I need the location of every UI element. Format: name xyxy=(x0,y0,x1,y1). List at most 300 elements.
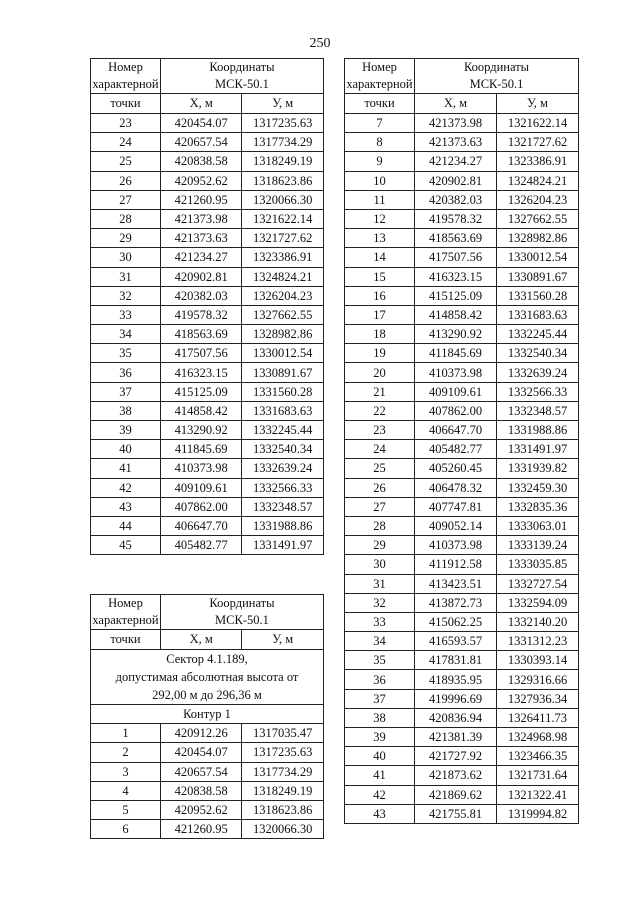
table-row xyxy=(345,171,579,190)
point-number-cell: 20 xyxy=(345,363,415,382)
table-row xyxy=(91,781,324,800)
y-coordinate-cell: 1333063.01 xyxy=(497,516,579,535)
point-number-cell: 9 xyxy=(345,152,415,171)
point-number-cell: 26 xyxy=(91,171,161,190)
y-coordinate-cell: 1326411.73 xyxy=(497,708,579,727)
table-row xyxy=(345,728,579,747)
x-coordinate-cell: 411912.58 xyxy=(415,555,497,574)
point-number-cell: 21 xyxy=(345,382,415,401)
table-row xyxy=(345,401,579,420)
x-coordinate-cell: 421755.81 xyxy=(415,804,497,823)
y-coordinate-cell: 1332348.57 xyxy=(497,401,579,420)
table-row xyxy=(345,497,579,516)
y-coordinate-cell: 1321727.62 xyxy=(497,133,579,152)
x-coordinate-cell: 415125.09 xyxy=(415,286,497,305)
table-row xyxy=(91,401,324,420)
point-number-cell: 39 xyxy=(91,421,161,440)
y-coordinate-cell: 1331491.97 xyxy=(497,440,579,459)
y-coordinate-cell: 1330891.67 xyxy=(242,363,324,382)
y-coordinate-cell: 1323466.35 xyxy=(497,747,579,766)
table-row xyxy=(91,133,324,152)
point-number-cell: 17 xyxy=(345,305,415,324)
x-coordinate-cell: 421727.92 xyxy=(415,747,497,766)
point-number-cell: 34 xyxy=(345,632,415,651)
header-number-line2: характерной xyxy=(346,77,413,91)
sector-line3: 292,00 м до 296,36 м xyxy=(152,688,262,702)
x-coordinate-cell: 418563.69 xyxy=(160,325,241,344)
table-body xyxy=(91,114,324,555)
y-coordinate-cell: 1321622.14 xyxy=(242,209,324,228)
table-row xyxy=(345,267,579,286)
table-row xyxy=(345,766,579,785)
x-coordinate-cell: 406647.70 xyxy=(160,516,241,535)
point-number-cell: 15 xyxy=(345,267,415,286)
y-coordinate-cell: 1333139.24 xyxy=(497,536,579,555)
header-point-number xyxy=(91,595,161,630)
x-coordinate-cell: 421260.95 xyxy=(160,820,241,839)
x-coordinate-cell: 409052.14 xyxy=(415,516,497,535)
table-body xyxy=(345,114,579,824)
point-number-cell: 45 xyxy=(91,536,161,555)
x-coordinate-cell: 418935.95 xyxy=(415,670,497,689)
point-number-cell: 11 xyxy=(345,190,415,209)
header-x: X, м xyxy=(160,94,241,114)
table-row xyxy=(345,689,579,708)
x-coordinate-cell: 420902.81 xyxy=(160,267,241,286)
header-coordinates xyxy=(160,595,323,630)
table-row xyxy=(345,382,579,401)
point-number-cell: 25 xyxy=(345,459,415,478)
point-number-cell: 14 xyxy=(345,248,415,267)
table-row xyxy=(345,612,579,631)
point-number-cell: 1 xyxy=(91,724,161,743)
y-coordinate-cell: 1318249.19 xyxy=(242,781,324,800)
x-coordinate-cell: 419578.32 xyxy=(415,209,497,228)
table-row xyxy=(91,286,324,305)
table-row xyxy=(91,190,324,209)
x-coordinate-cell: 405482.77 xyxy=(160,536,241,555)
table-row xyxy=(91,762,324,781)
x-coordinate-cell: 420912.26 xyxy=(160,724,241,743)
y-coordinate-cell: 1317734.29 xyxy=(242,133,324,152)
x-coordinate-cell: 409109.61 xyxy=(160,478,241,497)
table-row xyxy=(345,209,579,228)
y-coordinate-cell: 1331939.82 xyxy=(497,459,579,478)
point-number-cell: 32 xyxy=(91,286,161,305)
table-row xyxy=(91,267,324,286)
x-coordinate-cell: 420836.94 xyxy=(415,708,497,727)
x-coordinate-cell: 421234.27 xyxy=(415,152,497,171)
point-number-cell: 28 xyxy=(91,209,161,228)
x-coordinate-cell: 413872.73 xyxy=(415,593,497,612)
x-coordinate-cell: 411845.69 xyxy=(415,344,497,363)
x-coordinate-cell: 420382.03 xyxy=(415,190,497,209)
header-coordinates-line1: Координаты xyxy=(209,60,275,74)
header-coordinates-line2: МСК-50.1 xyxy=(469,77,524,91)
y-coordinate-cell: 1332245.44 xyxy=(497,325,579,344)
y-coordinate-cell: 1331988.86 xyxy=(497,421,579,440)
header-coordinates-line2: МСК-50.1 xyxy=(215,613,269,627)
x-coordinate-cell: 421869.62 xyxy=(415,785,497,804)
y-coordinate-cell: 1332348.57 xyxy=(242,497,324,516)
point-number-cell: 4 xyxy=(91,781,161,800)
header-coordinates xyxy=(415,59,579,94)
table-body xyxy=(91,724,324,839)
header-coordinates-line1: Координаты xyxy=(209,596,275,610)
x-coordinate-cell: 410373.98 xyxy=(415,536,497,555)
point-number-cell: 18 xyxy=(345,325,415,344)
table-row xyxy=(345,133,579,152)
header-number-line1: Номер xyxy=(108,60,143,74)
header-point-number xyxy=(345,59,415,94)
point-number-cell: 27 xyxy=(345,497,415,516)
x-coordinate-cell: 411845.69 xyxy=(160,440,241,459)
point-number-cell: 42 xyxy=(91,478,161,497)
table-row xyxy=(345,152,579,171)
header-number-line1: Номер xyxy=(108,596,143,610)
sector-line1: Сектор 4.1.189, xyxy=(166,652,248,666)
x-coordinate-cell: 420952.62 xyxy=(160,800,241,819)
header-coordinates-line1: Координаты xyxy=(463,60,530,74)
y-coordinate-cell: 1331491.97 xyxy=(242,536,324,555)
x-coordinate-cell: 407747.81 xyxy=(415,497,497,516)
x-coordinate-cell: 406478.32 xyxy=(415,478,497,497)
point-number-cell: 29 xyxy=(91,229,161,248)
y-coordinate-cell: 1332566.33 xyxy=(242,478,324,497)
y-coordinate-cell: 1327936.34 xyxy=(497,689,579,708)
coordinates-table-left-top xyxy=(90,58,324,555)
header-y: У, м xyxy=(242,630,324,650)
point-number-cell: 5 xyxy=(91,800,161,819)
table-row xyxy=(345,651,579,670)
y-coordinate-cell: 1332566.33 xyxy=(497,382,579,401)
table-row xyxy=(345,421,579,440)
table-row xyxy=(91,800,324,819)
x-coordinate-cell: 405482.77 xyxy=(415,440,497,459)
table-row xyxy=(345,114,579,133)
x-coordinate-cell: 421373.63 xyxy=(160,229,241,248)
point-number-cell: 37 xyxy=(345,689,415,708)
table-row xyxy=(91,325,324,344)
x-coordinate-cell: 413290.92 xyxy=(415,325,497,344)
table-row xyxy=(91,305,324,324)
table-row xyxy=(345,593,579,612)
point-number-cell: 6 xyxy=(91,820,161,839)
y-coordinate-cell: 1332594.09 xyxy=(497,593,579,612)
y-coordinate-cell: 1331560.28 xyxy=(497,286,579,305)
y-coordinate-cell: 1318249.19 xyxy=(242,152,324,171)
x-coordinate-cell: 420657.54 xyxy=(160,133,241,152)
y-coordinate-cell: 1320066.30 xyxy=(242,820,324,839)
table-row xyxy=(91,114,324,133)
y-coordinate-cell: 1321622.14 xyxy=(497,114,579,133)
point-number-cell: 25 xyxy=(91,152,161,171)
point-number-cell: 22 xyxy=(345,401,415,420)
y-coordinate-cell: 1324824.21 xyxy=(242,267,324,286)
x-coordinate-cell: 420902.81 xyxy=(415,171,497,190)
y-coordinate-cell: 1331312.23 xyxy=(497,632,579,651)
table-row xyxy=(345,785,579,804)
y-coordinate-cell: 1321727.62 xyxy=(242,229,324,248)
y-coordinate-cell: 1331560.28 xyxy=(242,382,324,401)
table-row xyxy=(345,555,579,574)
coordinates-table-right xyxy=(344,58,579,824)
x-coordinate-cell: 420454.07 xyxy=(160,743,241,762)
point-number-cell: 32 xyxy=(345,593,415,612)
header-number-line3: точки xyxy=(345,94,415,114)
table-row xyxy=(345,229,579,248)
header-number-line1: Номер xyxy=(362,60,397,74)
x-coordinate-cell: 421373.98 xyxy=(415,114,497,133)
y-coordinate-cell: 1331988.86 xyxy=(242,516,324,535)
y-coordinate-cell: 1326204.23 xyxy=(242,286,324,305)
table-row xyxy=(345,363,579,382)
table-row xyxy=(91,724,324,743)
x-coordinate-cell: 413290.92 xyxy=(160,421,241,440)
point-number-cell: 36 xyxy=(345,670,415,689)
y-coordinate-cell: 1326204.23 xyxy=(497,190,579,209)
point-number-cell: 40 xyxy=(91,440,161,459)
y-coordinate-cell: 1317035.47 xyxy=(242,724,324,743)
page-number: 250 xyxy=(309,36,331,51)
point-number-cell: 36 xyxy=(91,363,161,382)
point-number-cell: 30 xyxy=(345,555,415,574)
point-number-cell: 29 xyxy=(345,536,415,555)
point-number-cell: 39 xyxy=(345,728,415,747)
point-number-cell: 12 xyxy=(345,209,415,228)
x-coordinate-cell: 421260.95 xyxy=(160,190,241,209)
table-row xyxy=(91,497,324,516)
y-coordinate-cell: 1330891.67 xyxy=(497,267,579,286)
point-number-cell: 24 xyxy=(91,133,161,152)
y-coordinate-cell: 1332639.24 xyxy=(242,459,324,478)
point-number-cell: 41 xyxy=(91,459,161,478)
y-coordinate-cell: 1319994.82 xyxy=(497,804,579,823)
table-row xyxy=(91,516,324,535)
x-coordinate-cell: 421381.39 xyxy=(415,728,497,747)
point-number-cell: 28 xyxy=(345,516,415,535)
y-coordinate-cell: 1317734.29 xyxy=(242,762,324,781)
sector-description xyxy=(91,650,324,705)
x-coordinate-cell: 420952.62 xyxy=(160,171,241,190)
table-row xyxy=(345,632,579,651)
x-coordinate-cell: 410373.98 xyxy=(415,363,497,382)
table-row xyxy=(345,536,579,555)
point-number-cell: 2 xyxy=(91,743,161,762)
y-coordinate-cell: 1317235.63 xyxy=(242,114,324,133)
table-row xyxy=(91,459,324,478)
table-row xyxy=(345,248,579,267)
x-coordinate-cell: 407862.00 xyxy=(415,401,497,420)
table-row xyxy=(345,344,579,363)
y-coordinate-cell: 1330012.54 xyxy=(242,344,324,363)
table-row xyxy=(345,574,579,593)
point-number-cell: 42 xyxy=(345,785,415,804)
point-number-cell: 13 xyxy=(345,229,415,248)
x-coordinate-cell: 419996.69 xyxy=(415,689,497,708)
y-coordinate-cell: 1328982.86 xyxy=(497,229,579,248)
point-number-cell: 40 xyxy=(345,747,415,766)
y-coordinate-cell: 1318623.86 xyxy=(242,800,324,819)
sector-line2: допустимая абсолютная высота от xyxy=(115,670,299,684)
header-coordinates xyxy=(160,59,323,94)
point-number-cell: 44 xyxy=(91,516,161,535)
y-coordinate-cell: 1330012.54 xyxy=(497,248,579,267)
x-coordinate-cell: 407862.00 xyxy=(160,497,241,516)
point-number-cell: 41 xyxy=(345,766,415,785)
point-number-cell: 19 xyxy=(345,344,415,363)
x-coordinate-cell: 420838.58 xyxy=(160,781,241,800)
x-coordinate-cell: 417507.56 xyxy=(160,344,241,363)
x-coordinate-cell: 410373.98 xyxy=(160,459,241,478)
y-coordinate-cell: 1327662.55 xyxy=(497,209,579,228)
point-number-cell: 30 xyxy=(91,248,161,267)
x-coordinate-cell: 415125.09 xyxy=(160,382,241,401)
y-coordinate-cell: 1333035.85 xyxy=(497,555,579,574)
point-number-cell: 24 xyxy=(345,440,415,459)
header-y: У, м xyxy=(497,94,579,114)
y-coordinate-cell: 1327662.55 xyxy=(242,305,324,324)
x-coordinate-cell: 421373.63 xyxy=(415,133,497,152)
y-coordinate-cell: 1332540.34 xyxy=(242,440,324,459)
x-coordinate-cell: 409109.61 xyxy=(415,382,497,401)
point-number-cell: 10 xyxy=(345,171,415,190)
table-row xyxy=(91,344,324,363)
x-coordinate-cell: 420382.03 xyxy=(160,286,241,305)
point-number-cell: 33 xyxy=(91,305,161,324)
point-number-cell: 31 xyxy=(91,267,161,286)
x-coordinate-cell: 419578.32 xyxy=(160,305,241,324)
point-number-cell: 27 xyxy=(91,190,161,209)
header-x: X, м xyxy=(415,94,497,114)
coordinates-table-left-bottom xyxy=(90,594,324,839)
x-coordinate-cell: 417831.81 xyxy=(415,651,497,670)
table-row xyxy=(345,670,579,689)
point-number-cell: 37 xyxy=(91,382,161,401)
point-number-cell: 23 xyxy=(345,421,415,440)
y-coordinate-cell: 1320066.30 xyxy=(242,190,324,209)
x-coordinate-cell: 420838.58 xyxy=(160,152,241,171)
table-row xyxy=(91,820,324,839)
header-number-line2: характерной xyxy=(92,613,159,627)
y-coordinate-cell: 1331683.63 xyxy=(497,305,579,324)
x-coordinate-cell: 416323.15 xyxy=(415,267,497,286)
y-coordinate-cell: 1328982.86 xyxy=(242,325,324,344)
x-coordinate-cell: 420454.07 xyxy=(160,114,241,133)
table-row xyxy=(91,152,324,171)
y-coordinate-cell: 1332245.44 xyxy=(242,421,324,440)
table-row xyxy=(91,421,324,440)
table-row xyxy=(91,209,324,228)
x-coordinate-cell: 414858.42 xyxy=(415,305,497,324)
x-coordinate-cell: 420657.54 xyxy=(160,762,241,781)
table-row xyxy=(345,708,579,727)
point-number-cell: 23 xyxy=(91,114,161,133)
y-coordinate-cell: 1332540.34 xyxy=(497,344,579,363)
point-number-cell: 31 xyxy=(345,574,415,593)
y-coordinate-cell: 1329316.66 xyxy=(497,670,579,689)
point-number-cell: 16 xyxy=(345,286,415,305)
table-row xyxy=(345,190,579,209)
y-coordinate-cell: 1317235.63 xyxy=(242,743,324,762)
table-row xyxy=(91,363,324,382)
x-coordinate-cell: 416593.57 xyxy=(415,632,497,651)
point-number-cell: 8 xyxy=(345,133,415,152)
table-row xyxy=(91,478,324,497)
point-number-cell: 26 xyxy=(345,478,415,497)
table-row xyxy=(91,248,324,267)
point-number-cell: 43 xyxy=(345,804,415,823)
x-coordinate-cell: 416323.15 xyxy=(160,363,241,382)
table-row xyxy=(91,382,324,401)
y-coordinate-cell: 1321322.41 xyxy=(497,785,579,804)
header-number-line3: точки xyxy=(91,630,161,650)
point-number-cell: 43 xyxy=(91,497,161,516)
header-number-line3: точки xyxy=(91,94,161,114)
x-coordinate-cell: 415062.25 xyxy=(415,612,497,631)
table-row xyxy=(345,440,579,459)
point-number-cell: 38 xyxy=(91,401,161,420)
header-point-number xyxy=(91,59,161,94)
y-coordinate-cell: 1331683.63 xyxy=(242,401,324,420)
table-row xyxy=(345,325,579,344)
table-row xyxy=(345,459,579,478)
table-row xyxy=(345,516,579,535)
x-coordinate-cell: 421373.98 xyxy=(160,209,241,228)
table-row xyxy=(345,747,579,766)
y-coordinate-cell: 1323386.91 xyxy=(242,248,324,267)
contour-label: Контур 1 xyxy=(91,705,324,724)
table-row xyxy=(91,440,324,459)
header-y: У, м xyxy=(242,94,324,114)
table-row xyxy=(345,478,579,497)
point-number-cell: 33 xyxy=(345,612,415,631)
header-x: X, м xyxy=(160,630,241,650)
x-coordinate-cell: 421234.27 xyxy=(160,248,241,267)
y-coordinate-cell: 1332835.36 xyxy=(497,497,579,516)
point-number-cell: 3 xyxy=(91,762,161,781)
table-row xyxy=(91,536,324,555)
y-coordinate-cell: 1321731.64 xyxy=(497,766,579,785)
x-coordinate-cell: 417507.56 xyxy=(415,248,497,267)
table-row xyxy=(91,229,324,248)
y-coordinate-cell: 1324824.21 xyxy=(497,171,579,190)
table-row xyxy=(345,804,579,823)
y-coordinate-cell: 1332727.54 xyxy=(497,574,579,593)
y-coordinate-cell: 1332639.24 xyxy=(497,363,579,382)
point-number-cell: 7 xyxy=(345,114,415,133)
x-coordinate-cell: 421873.62 xyxy=(415,766,497,785)
x-coordinate-cell: 414858.42 xyxy=(160,401,241,420)
point-number-cell: 35 xyxy=(345,651,415,670)
y-coordinate-cell: 1330393.14 xyxy=(497,651,579,670)
y-coordinate-cell: 1332459.30 xyxy=(497,478,579,497)
y-coordinate-cell: 1318623.86 xyxy=(242,171,324,190)
y-coordinate-cell: 1324968.98 xyxy=(497,728,579,747)
y-coordinate-cell: 1323386.91 xyxy=(497,152,579,171)
x-coordinate-cell: 413423.51 xyxy=(415,574,497,593)
x-coordinate-cell: 406647.70 xyxy=(415,421,497,440)
table-row xyxy=(91,171,324,190)
table-row xyxy=(91,743,324,762)
y-coordinate-cell: 1332140.20 xyxy=(497,612,579,631)
table-row xyxy=(345,305,579,324)
point-number-cell: 38 xyxy=(345,708,415,727)
header-coordinates-line2: МСК-50.1 xyxy=(215,77,269,91)
x-coordinate-cell: 405260.45 xyxy=(415,459,497,478)
x-coordinate-cell: 418563.69 xyxy=(415,229,497,248)
point-number-cell: 34 xyxy=(91,325,161,344)
